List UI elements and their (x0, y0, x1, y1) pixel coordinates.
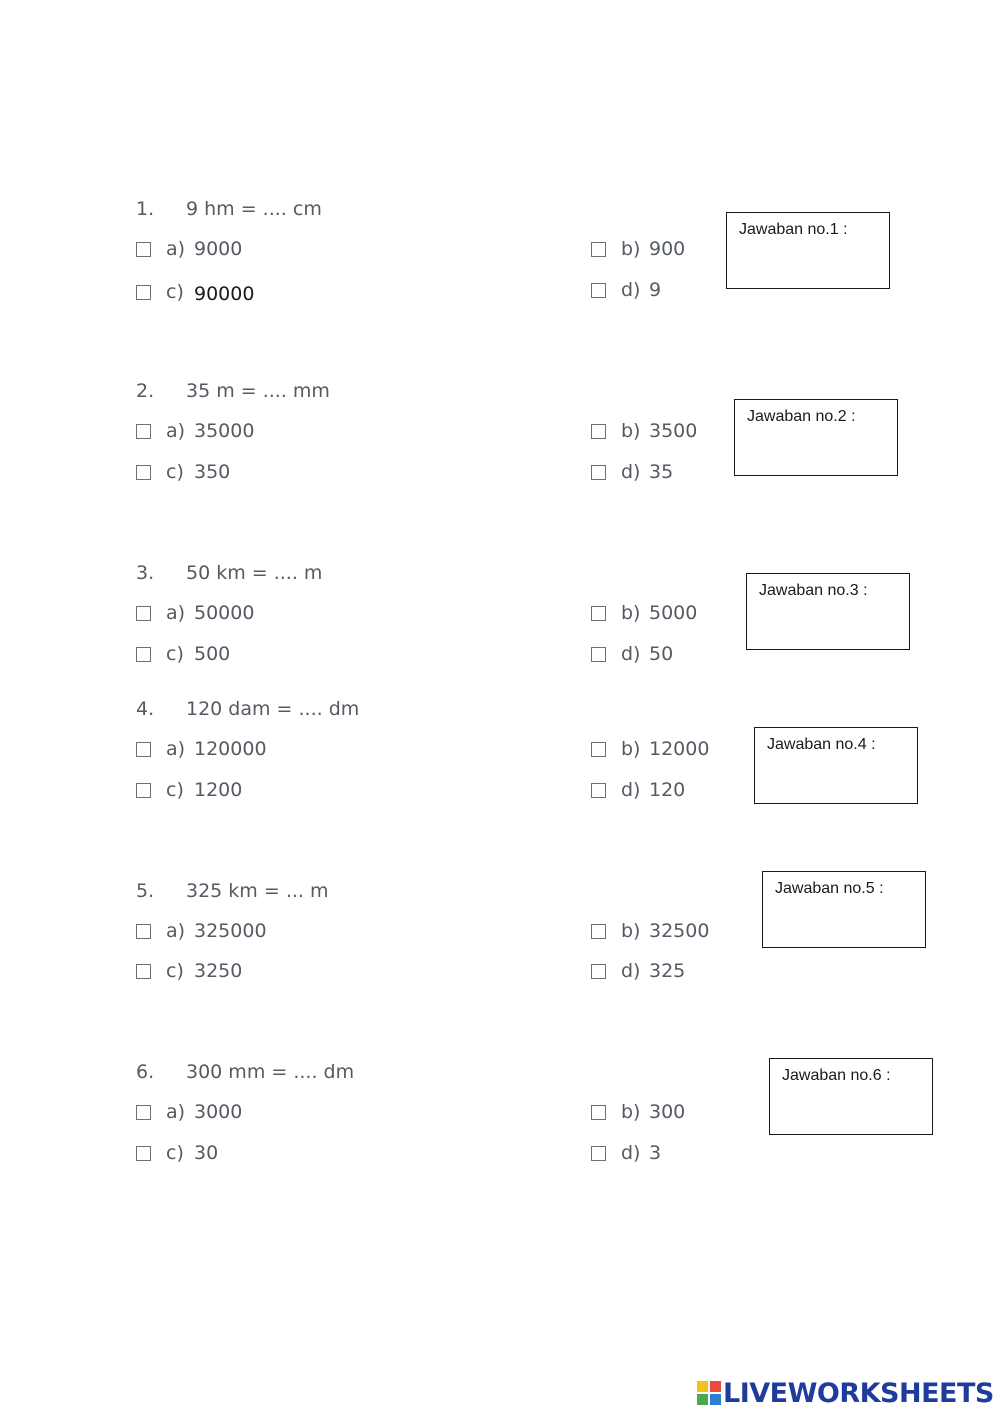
answer-label: Jawaban no.2 : (747, 408, 856, 425)
option-a[interactable] (136, 1101, 242, 1123)
option-letter: d) (621, 779, 641, 801)
option-value: 300 (649, 1101, 686, 1123)
question-title (136, 380, 330, 402)
question-number: 3. (136, 562, 155, 584)
option-letter: b) (621, 420, 641, 442)
option-c[interactable] (136, 1142, 218, 1164)
option-value: 9000 (194, 238, 243, 260)
option-value: 50000 (194, 602, 255, 624)
option-letter: a) (166, 920, 186, 942)
checkbox[interactable] (591, 647, 606, 662)
checkbox[interactable] (591, 783, 606, 798)
answer-label: Jawaban no.5 : (775, 880, 884, 897)
checkbox[interactable] (136, 924, 151, 939)
option-letter: c) (166, 643, 184, 665)
option-d[interactable] (591, 643, 673, 665)
option-a[interactable] (136, 238, 242, 260)
checkbox[interactable] (136, 783, 151, 798)
checkbox[interactable] (591, 242, 606, 257)
option-value: 350 (194, 461, 231, 483)
question-title (136, 562, 322, 584)
answer-box-6[interactable] (769, 1058, 933, 1135)
option-value: 5000 (649, 602, 698, 624)
option-letter: a) (166, 420, 186, 442)
checkbox[interactable] (136, 285, 151, 300)
option-b[interactable] (591, 738, 709, 760)
option-letter: b) (621, 920, 641, 942)
option-value: 3500 (649, 420, 698, 442)
option-d[interactable] (591, 279, 661, 301)
answer-box-3[interactable] (746, 573, 910, 650)
option-d[interactable] (591, 779, 685, 801)
question-number: 4. (136, 698, 155, 720)
checkbox[interactable] (591, 465, 606, 480)
checkbox[interactable] (591, 924, 606, 939)
option-letter: a) (166, 738, 186, 760)
question-text: 50 km = .... m (186, 562, 323, 584)
logo-text: LIVEWORKSHEETS (723, 1377, 994, 1409)
option-c[interactable] (136, 461, 230, 483)
liveworksheets-logo (697, 1378, 994, 1408)
option-letter: a) (166, 602, 186, 624)
option-letter: d) (621, 279, 641, 301)
question-text: 325 km = ... m (186, 880, 329, 902)
question-text: 300 mm = .... dm (186, 1061, 355, 1083)
question-title (136, 698, 359, 720)
option-c[interactable] (136, 643, 230, 665)
option-c[interactable] (136, 279, 254, 305)
option-value: 3000 (194, 1101, 243, 1123)
option-letter: b) (621, 238, 641, 260)
option-a[interactable] (136, 738, 267, 760)
liveworksheets-logo-icon (697, 1381, 721, 1405)
option-value: 50 (649, 643, 674, 665)
checkbox[interactable] (591, 606, 606, 621)
option-b[interactable] (591, 238, 685, 260)
option-value: 3 (649, 1142, 662, 1164)
question-text: 35 m = .... mm (186, 380, 330, 402)
checkbox[interactable] (591, 742, 606, 757)
checkbox[interactable] (136, 1146, 151, 1161)
checkbox[interactable] (136, 964, 151, 979)
checkbox[interactable] (136, 647, 151, 662)
option-letter: d) (621, 643, 641, 665)
option-value: 900 (649, 238, 686, 260)
option-a[interactable] (136, 602, 254, 624)
checkbox[interactable] (591, 424, 606, 439)
option-letter: c) (166, 779, 184, 801)
answer-box-4[interactable] (754, 727, 918, 804)
question-title (136, 880, 328, 902)
option-letter: a) (166, 238, 186, 260)
question-text: 120 dam = .... dm (186, 698, 360, 720)
checkbox[interactable] (591, 964, 606, 979)
option-letter: c) (166, 1142, 184, 1164)
option-value: 90000 (194, 283, 255, 305)
question-number: 1. (136, 198, 155, 220)
option-letter: c) (166, 281, 184, 303)
checkbox[interactable] (591, 1105, 606, 1120)
option-letter: d) (621, 960, 641, 982)
option-value: 3250 (194, 960, 243, 982)
option-value: 1200 (194, 779, 243, 801)
option-value: 500 (194, 643, 231, 665)
option-value: 35000 (194, 420, 255, 442)
option-b[interactable] (591, 1101, 685, 1123)
checkbox[interactable] (136, 465, 151, 480)
checkbox[interactable] (591, 283, 606, 298)
checkbox[interactable] (136, 1105, 151, 1120)
option-letter: d) (621, 461, 641, 483)
option-b[interactable] (591, 920, 709, 942)
option-b[interactable] (591, 420, 697, 442)
option-value: 325000 (194, 920, 267, 942)
option-letter: b) (621, 738, 641, 760)
answer-label: Jawaban no.1 : (739, 221, 848, 238)
checkbox[interactable] (136, 424, 151, 439)
option-letter: a) (166, 1101, 186, 1123)
option-c[interactable] (136, 960, 242, 982)
answer-label: Jawaban no.3 : (759, 582, 868, 599)
option-value: 9 (649, 279, 662, 301)
checkbox[interactable] (136, 742, 151, 757)
option-letter: c) (166, 960, 184, 982)
option-letter: b) (621, 1101, 641, 1123)
option-value: 30 (194, 1142, 219, 1164)
option-value: 120 (649, 779, 686, 801)
option-a[interactable] (136, 420, 254, 442)
answer-label: Jawaban no.4 : (767, 736, 876, 753)
option-letter: c) (166, 461, 184, 483)
option-value: 120000 (194, 738, 267, 760)
option-d[interactable] (591, 461, 673, 483)
option-d[interactable] (591, 960, 685, 982)
option-a[interactable] (136, 920, 267, 942)
option-c[interactable] (136, 779, 242, 801)
question-number: 5. (136, 880, 155, 902)
question-title (136, 198, 322, 220)
question-number: 2. (136, 380, 155, 402)
option-value: 32500 (649, 920, 710, 942)
answer-box-2[interactable] (734, 399, 898, 476)
answer-label: Jawaban no.6 : (782, 1067, 891, 1084)
answer-box-5[interactable] (762, 871, 926, 948)
checkbox[interactable] (136, 606, 151, 621)
checkbox[interactable] (136, 242, 151, 257)
question-text: 9 hm = .... cm (186, 198, 322, 220)
answer-box-1[interactable] (726, 212, 890, 289)
checkbox[interactable] (591, 1146, 606, 1161)
option-value: 12000 (649, 738, 710, 760)
option-letter: b) (621, 602, 641, 624)
option-b[interactable] (591, 602, 697, 624)
option-d[interactable] (591, 1142, 661, 1164)
option-value: 325 (649, 960, 686, 982)
option-value: 35 (649, 461, 674, 483)
question-title (136, 1061, 354, 1083)
question-number: 6. (136, 1061, 155, 1083)
option-letter: d) (621, 1142, 641, 1164)
